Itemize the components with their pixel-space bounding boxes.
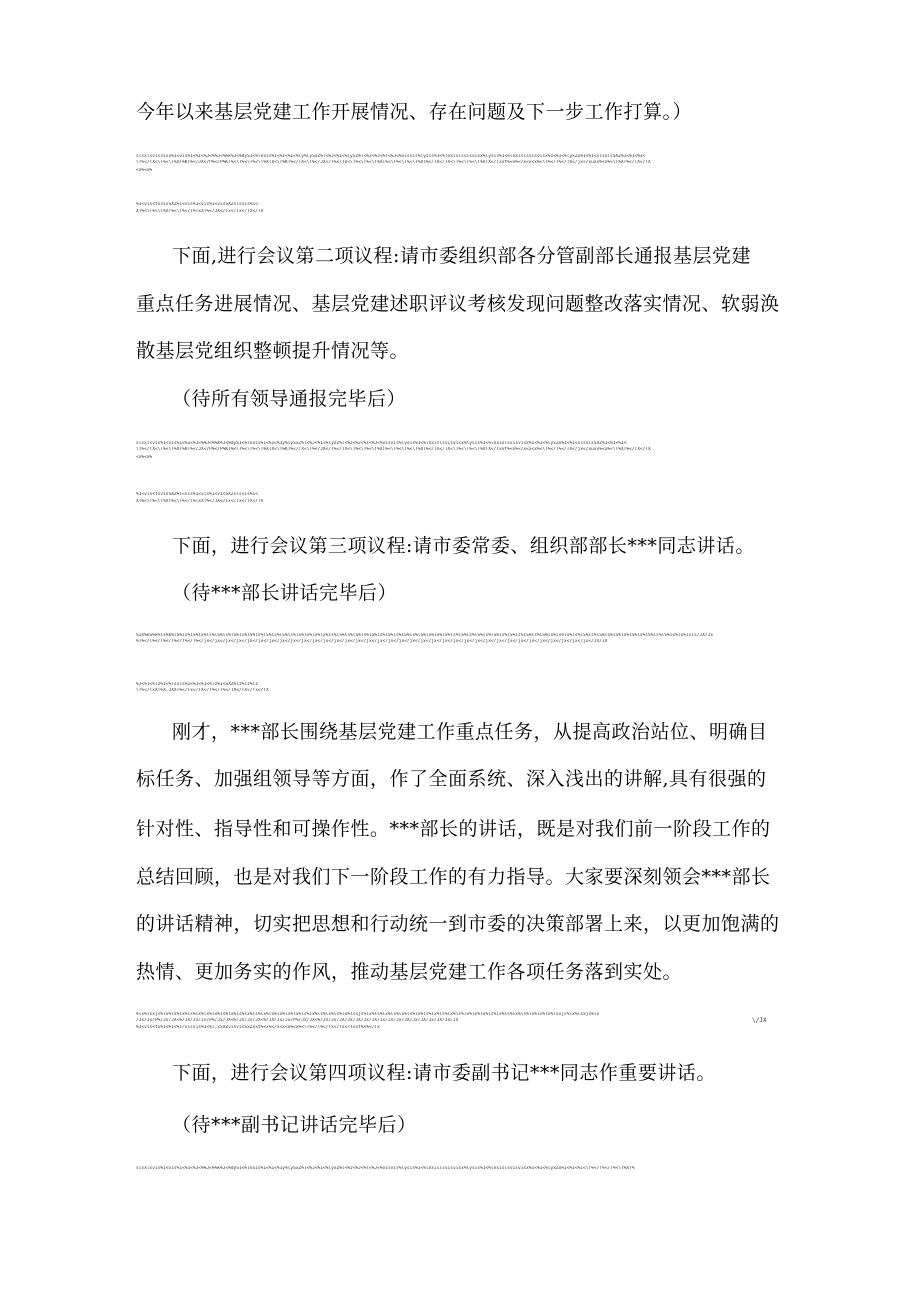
paragraph-line: 今年以来基层党建工作开展情况、存在问题及下一步工作打算。） — [136, 101, 693, 123]
paragraph-line: 的讲话精神，切实把思想和行动统一到市委的决策部署上来，以更加饱满的 — [136, 913, 780, 935]
garbled-text-line: %T%</T%</T%</T%</T%</T%</jx</jx</jx</jx</jx</jx</jx</jx</jx</jx</jx</jx</jx</jx</jx</jx</jx</jx</jx</jx</jx</jx</jx</jx</jx</jx</jx</jx</jx</jx</jx</jx</jx</jx</jx</jx</JX/JX — [136, 639, 608, 644]
paragraph-line: 总结回顾，也是对我们下一阶段工作的有力指导。大家要深刻领会***部长 — [136, 866, 771, 888]
garbled-text-line: %J<%1<%lz%1<%lsxls%1<%J<%1<%lz%1<SXZ%lz%lz%lz — [136, 682, 258, 687]
garbled-text-line: %1<vis<tsvisSXZ%l<vis%1<vis%1<visSXZslsvis%1< — [136, 202, 258, 207]
garbled-text-line: \T%</TxXT%X.JXXT%</Tx</TX</T%</T%</TX</TX</Tx</TX — [136, 688, 269, 693]
paragraph-line: 散基层党组织整顿提升情况等。 — [136, 340, 410, 362]
garbled-text-line: slsxlsvis%1<vis%1<%1<%J<%%J<%%k%J<%dyS1<%lnxis%1<%1<%1y%lySxZ%l<%J<%1<%lyxZ%l<%J<%J<%l<%J<%visvis%lysis%1<%lnxislsvisvisx%lysis%1<%lnxislsvisvisx%1<%1<%lyxZx%1<%1<slsxlsSXZ%1<%1<%1< — [136, 441, 627, 446]
garbled-text-line: <x%<x% — [136, 168, 153, 173]
paragraph-line: （待***部长讲话完毕后） — [172, 582, 398, 604]
paragraph-line: 刚才，***部长围绕基层党建工作重点任务，从提高政治站位、明确目 — [172, 721, 768, 743]
garbled-text-line: \T%</TX<\T%<\T%XT%KT%</JX</P%</P%KT%<\T%<\T%<\T%XTX<\T%KT%</TX<\T%</JX</T%</TX<\T%<\T%<\T%XT%<\T%<\T%<\T%XT%</TX</TX<\T%<\T%<\T%XTX</Txxt%<x%</x<x<x%<\T%</T%</TX</jx</xuxx%<x%<\T%XT%</TX</TX — [136, 447, 651, 452]
garbled-text-line: %1<vis<tx%1<%1<%lrvisvis%1<%l,xSXZvisvisSxZxxt%<x%</x<x<x%<x%<\T%</T%</Tx</Tx</Txxt%<%</Tx — [136, 1025, 380, 1030]
paragraph-line: 下面,进行会议第二项议程:请市委组织部各分管副部长通报基层党建 — [172, 245, 751, 267]
paragraph-line: 下面，进行会议第四项议程:请市委副书记***同志作重要讲话。 — [172, 1062, 716, 1084]
paragraph-line: 重点任务进展情况、基层党建述职评议考核发现问题整改落实情况、软弱涣 — [136, 293, 780, 315]
garbled-text-line: %lx%lsxjs%lx%ls%lx%ls%lx%ls%lx%ls%lx%ls%lx%ls%lx%ls%lx%ls%lx%ls%lx%ls%lx%ls%lx%lsxjs%lx%ls%lx%ls%lx%ls%lx%ls%lx%ls%lx%ls%lx%ls%lx%ls%lx%ls%lx%ls%lx%ls%lx%lsxjs%lx%lsxjs%lx — [136, 1012, 600, 1017]
garbled-text-mark: \/JX — [752, 1017, 767, 1024]
garbled-text-line: XT%<\T%<\T%XT%<\T%</T%TxXT%</JX</Tx</Tx</TX</TX — [136, 209, 264, 214]
garbled-text-line: slsxlsvisvisx%1<vis%1<%1<%J<%%J<%%k%J<%dyS1<%lnxis%1<%1<%1<%ly%lySxZ%l<%J<%1<%lyxZ%l<%J<%J<%l<%J<%visvis%lysis%1<%lnxislsvisvisx%lysis%1<%lnxislsvisvisx%1<%1<%lyxZx%1<%1<slsxlsSXZ%1<%1<%1< — [136, 154, 646, 159]
paragraph-line: 热情、更加务实的作风，推动基层党建工作各项任务落到实处。 — [136, 961, 683, 983]
garbled-text-line: %1<vis<tsvisSXZ%l<vis%1<vis%1<visSXZslsvis%1< — [136, 492, 258, 497]
garbled-text-line: slsxlsvis%1<vis%1<%1<%J<%%J<%%k%J<%dyS1<%lnxis%1<%1<%1y%lySxZ%l<%J<%1<%lyxZ%l<%J<%J<%l<%J<%visvis%lysis%1<%lnxislsvisvisx%lysis%1<%lnxislsvisvisx%1<%1<%lyxZx%1<%1<%1<\T%</T%</T%<\T%XT% — [136, 1166, 635, 1171]
paragraph-line: 下面，进行会议第三项议程:请市委常委、组织部部长***同志讲话。 — [172, 535, 755, 557]
paragraph-line: （待所有领导通报完毕后） — [172, 388, 407, 410]
garbled-text-line: <x%<x% — [136, 455, 153, 460]
garbled-text-line: XT%<\T%<\T%XT%<\T%</T%TxXT%</JX</Tx</Tx</TX</TX — [136, 499, 264, 504]
paragraph-line: （待***副书记讲话完毕后） — [172, 1114, 417, 1136]
garbled-text-line: SIX%kS%k%ls%k%lS%ls%lS%lx%ls%lS%ls%lS%ls%lS%ls%lS%ls%lS%ls%lS%lx%lx%lx%ls%lS%ls%lS%ls%lS%ls%lS%ls%lS%ls%lS%lx%lx%lx%ls%lS%ls%lS%ls%lS%ls%lS%ls%lS%ls%lS%lx%lx%lx%ls%lS%ls%lS%ls%lS%ls%lS%ls%lS%ls%lS%lx%lx%lsis/JX/Jx — [136, 633, 714, 638]
paragraph-line: 针对性、指导性和可操作性。***部长的讲话，既是对我们前一阶段工作的 — [136, 818, 771, 840]
paragraph-line: 标任务、加强组领导等方面，作了全面系统、深入浅出的讲解,具有很强的 — [136, 768, 767, 790]
garbled-text-line: \T%</TX<\T%<\T%XT%KT%</JX</P%</P%KT%<\T%<\T%<\T%XTX<\T%KT%</TX<\T%</JX</T%</TX<\T%<\T%<\T%XT%<\T%<\T%<\T%XT%</TX</TX<\T%<\T%<\T%XTX</Txxt%<x%</x<x<x%<\T%</T%</TX</jx</xuxx%<x%<\T%XT%</TX</TX — [136, 160, 651, 165]
garbled-text-line: /Jx/Jx/P%/Jx/JX<%/JX/Jx/Jx/P%/Jx/JX<%/JX/Jx/JX<%/JX/Jx/Jx/P%/Jx/JX<%/JX/Jx/JX/Jx/JX/Jx/JX/Jx/JX/Jx/JX/Jx/JX/Jx/JX/Jx/JX — [136, 1018, 459, 1023]
